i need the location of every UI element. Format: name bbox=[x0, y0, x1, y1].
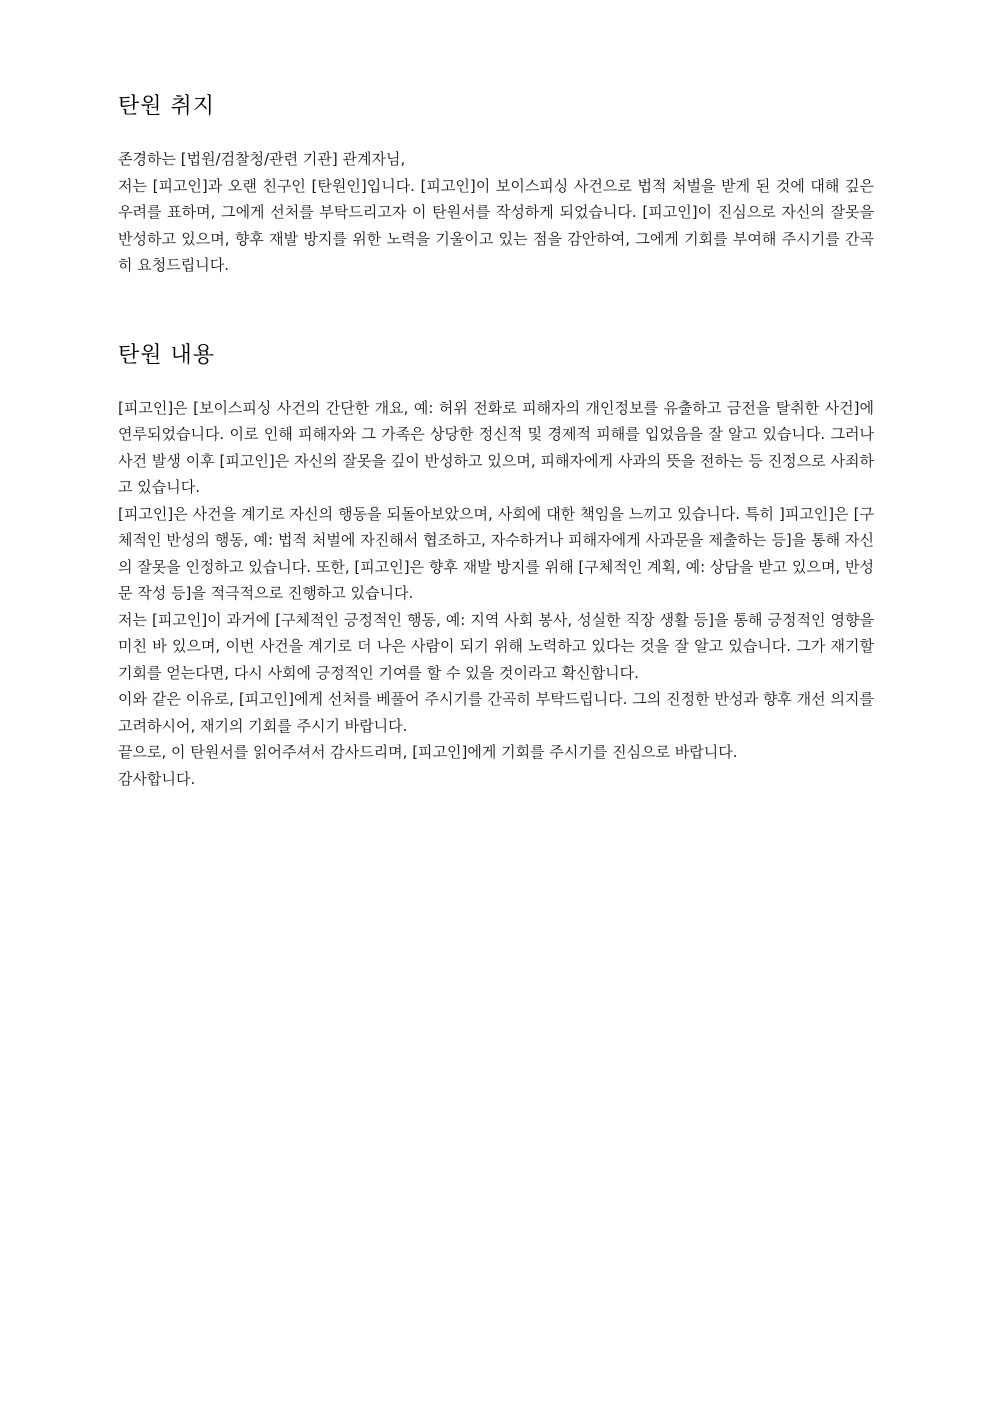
section-body-content bbox=[118, 395, 874, 793]
document-content bbox=[118, 88, 874, 792]
paragraph-incident: [피고인]은 [보이스피싱 사건의 간단한 개요, 예: 허위 전화로 피해자의 개인정보를 유출하고 금전을 탈취한 사건]에 연루되었습니다. 이로 인해 피해자와 그 가족은 상당한 정신적 및 경제적 피해를 입었음을 잘 알고 있습니다. 그러나 사건 발생 이후 [피고인]은 자신의 잘못을 깊이 반성하고 있으며, 피해자에게 사과의 뜻을 전하는 등 진정으로 사죄하고 있습니다. bbox=[118, 398, 874, 496]
section-title-content: 탄원 내용 bbox=[118, 342, 216, 368]
paragraph-character: 저는 [피고인]이 과거에 [구체적인 긍정적인 행동, 예: 지역 사회 봉사, 성실한 직장 생활 등]을 통해 긍정적인 영향을 미친 바 있으며, 이번 사건을 계기로 더 나은 사람이 되기 위해 노력하고 있다는 것을 잘 알고 있습니다. 그가 재기할 기회를 얻는다면, 다시 사회에 긍정적인 기여를 할 수 있을 것이라고 확신합니다. bbox=[118, 610, 874, 682]
paragraph-thanks: 감사합니다. bbox=[118, 769, 196, 788]
section-title-purpose: 탄원 취지 bbox=[118, 94, 216, 119]
paragraph-request: 이와 같은 이유로, [피고인]에게 선처를 베풀어 주시기를 간곡히 부탁드립니다. 그의 진정한 반성과 향후 개선 의지를 고려하시어, 재기의 기회를 주시기 바랍니다. bbox=[118, 690, 874, 735]
paragraph-closing: 끝으로, 이 탄원서를 읽어주셔서 감사드리며, [피고인]에게 기회를 주시기를 진심으로 바랍니다. bbox=[118, 743, 738, 761]
paragraph-salutation: 존경하는 [법원/검찰청/관련 기관] 관계자님, bbox=[118, 150, 406, 168]
paragraph-purpose: 저는 [피고인]과 오랜 친구인 [탄원인]입니다. [피고인]이 보이스피싱 사건으로 법적 처벌을 받게 된 것에 대해 깊은 우려를 표하며, 그에게 선처를 부탁드리고자 이 탄원서를 작성하게 되었습니다. [피고인]이 진심으로 자신의 잘못을 반성하고 있으며, 향후 재발 방지를 위한 노력을 기울이고 있는 점을 감안하여, 그에게 기회를 부여해 주시기를 간곡히 요청드립니다. bbox=[118, 176, 874, 274]
section-body-purpose bbox=[118, 146, 874, 279]
paragraph-remorse: [피고인]은 사건을 계기로 자신의 행동을 되돌아보았으며, 사회에 대한 책임을 느끼고 있습니다. 특히 ]피고인]은 [구체적인 반성의 행동, 예: 법적 처벌에 자진해서 협조하고, 자수하거나 피해자에게 사과문을 제출하는 등]을 통해 자신의 잘못을 인정하고 있습니다. 또한, [피고인]은 향후 재발 방지를 위해 [구체적인 계획, 예: 상담을 받고 있으며, 반성문 작성 등]을 적극적으로 진행하고 있습니다. bbox=[118, 504, 874, 602]
